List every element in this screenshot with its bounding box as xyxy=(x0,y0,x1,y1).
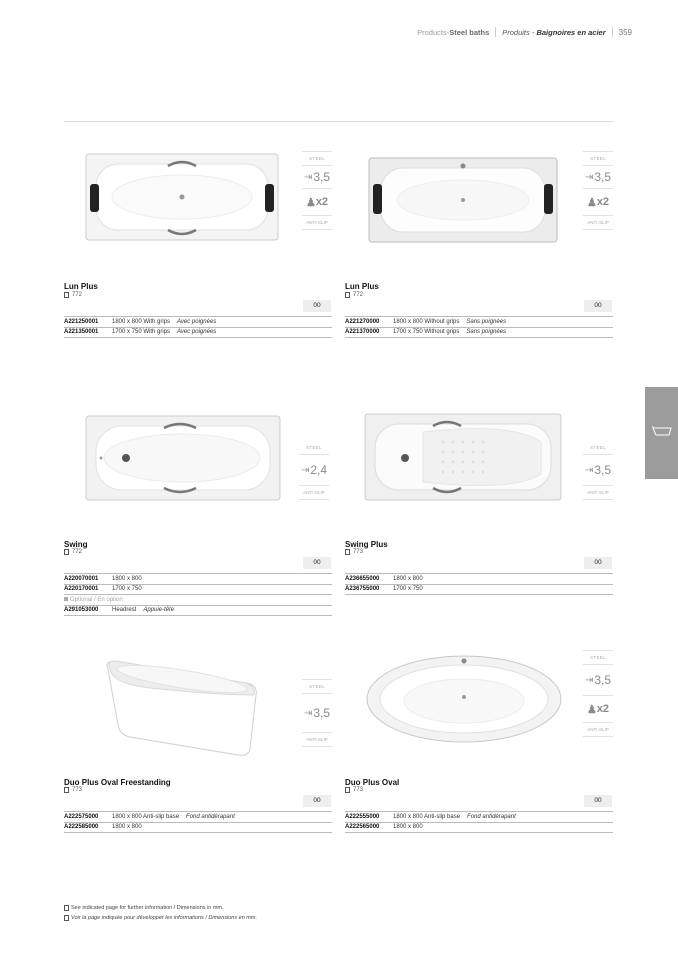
ref-page: 772 xyxy=(72,549,83,555)
thickness-badge xyxy=(581,166,615,188)
product-code: A291053000 xyxy=(64,607,99,614)
description-fr: Avec poignées xyxy=(177,318,217,325)
category-en: Steel baths xyxy=(449,27,490,37)
product-title: Duo Plus Oval xyxy=(345,778,400,787)
thickness-icon: ⇥ xyxy=(303,707,313,719)
ref-page: 773 xyxy=(353,549,364,555)
bathtub-image xyxy=(363,412,563,502)
footnote-fr: Voir la page indiquée pour développer les informations / Dimensions en mm. xyxy=(71,915,257,921)
page-reference[interactable] xyxy=(345,292,363,298)
product-code: A221250001 xyxy=(64,318,99,325)
thickness-icon: ⇥ xyxy=(584,674,594,686)
finish-code: 00 xyxy=(303,795,331,807)
thickness-icon: ⇥ xyxy=(303,171,313,183)
thickness-value: 3,5 xyxy=(313,170,331,184)
ref-page: 772 xyxy=(72,292,83,298)
page-ref-icon xyxy=(64,292,69,298)
thickness-badge xyxy=(300,166,334,188)
steel-label: STEEL xyxy=(590,655,606,660)
description-fr: Sans poignées xyxy=(466,318,507,325)
persons-count: x2 xyxy=(596,196,610,208)
product-codes xyxy=(64,811,332,833)
product-codes xyxy=(345,573,613,595)
bathtub-image xyxy=(84,150,280,244)
product-code: A220170001 xyxy=(64,586,99,593)
person-icon: ♟ xyxy=(586,703,597,716)
table-row xyxy=(345,585,613,596)
persons-count: x2 xyxy=(315,196,329,208)
description: 1800 x 800 xyxy=(112,824,142,831)
section-tab[interactable] xyxy=(645,387,678,479)
page-header xyxy=(417,27,632,37)
page-ref-icon xyxy=(64,915,69,921)
top-rule xyxy=(64,121,614,122)
description: 1800 x 800 With grips xyxy=(112,318,171,325)
thickness-badge xyxy=(581,455,615,485)
anti-slip-label: ANTI-SLIP xyxy=(587,727,609,732)
person-icon: ♟ xyxy=(305,196,316,209)
anti-slip-label: ANTI-SLIP xyxy=(303,490,325,495)
description: 1800 x 800 Without grips xyxy=(393,318,460,325)
description-fr: Fond antidérapant xyxy=(186,813,235,820)
table-row xyxy=(345,823,613,834)
ref-page: 773 xyxy=(72,787,83,793)
optional-square-icon xyxy=(64,597,68,601)
product-title: Swing Plus xyxy=(345,540,388,549)
description: 1800 x 800 xyxy=(393,824,423,831)
finish-code: 00 xyxy=(584,557,612,569)
anti-slip-label: ANTI-SLIP xyxy=(306,220,328,225)
product-code: A221370000 xyxy=(345,329,380,336)
product-codes xyxy=(64,573,332,616)
product-code: A221350001 xyxy=(64,329,99,336)
page-ref-icon xyxy=(345,549,350,555)
table-row xyxy=(64,316,332,328)
footnote xyxy=(64,903,257,923)
finish-code: 00 xyxy=(303,300,331,312)
page-reference[interactable] xyxy=(64,549,82,555)
product-title: Duo Plus Oval Freestanding xyxy=(64,778,171,787)
thickness-value: 3,5 xyxy=(594,673,612,687)
page-ref-icon xyxy=(345,292,350,298)
finish-code: 00 xyxy=(584,795,612,807)
steel-label: STEEL xyxy=(590,156,606,161)
table-row xyxy=(345,328,613,339)
thickness-badge xyxy=(581,665,615,695)
product-codes xyxy=(345,316,613,338)
thickness-badge xyxy=(300,694,334,732)
description: Headrest xyxy=(112,607,137,614)
optional-label: Optional / En option xyxy=(70,596,123,603)
table-row xyxy=(345,811,613,823)
section-fr: Produits xyxy=(502,27,530,37)
product-code: A222575000 xyxy=(64,813,99,820)
bathtub-image xyxy=(367,156,559,244)
thickness-badge xyxy=(297,455,331,485)
product-code: A220070001 xyxy=(64,575,99,582)
anti-slip-label: ANTI-SLIP xyxy=(306,737,328,742)
table-row xyxy=(64,811,332,823)
person-icon: ♟ xyxy=(586,196,597,209)
description-fr: Appuie-tête xyxy=(143,607,175,614)
spec-badges xyxy=(581,650,615,737)
product-codes xyxy=(345,811,613,833)
dash: - xyxy=(446,27,450,37)
product-codes xyxy=(64,316,332,338)
description-fr: Avec poignées xyxy=(177,329,217,336)
anti-slip-label: ANTI-SLIP xyxy=(587,490,609,495)
spec-badges xyxy=(581,441,615,500)
thickness-icon: ⇥ xyxy=(584,171,594,183)
two-persons-badge xyxy=(581,189,615,215)
description: 1800 x 800 xyxy=(393,575,423,582)
table-row xyxy=(64,606,332,617)
description: 1700 x 750 xyxy=(112,586,142,593)
product-code: A222555000 xyxy=(345,813,380,820)
thickness-value: 3,5 xyxy=(594,463,612,477)
steel-label: STEEL xyxy=(309,156,325,161)
footnote-en-line xyxy=(64,903,257,913)
spec-badges xyxy=(300,151,334,230)
steel-label: STEEL xyxy=(306,445,322,450)
footnote-fr-line xyxy=(64,913,257,923)
persons-count: x2 xyxy=(596,703,610,715)
thickness-value: 2,4 xyxy=(310,463,328,477)
bathtub-image xyxy=(100,655,262,759)
product-title: Swing xyxy=(64,540,88,549)
page-ref-icon xyxy=(64,787,69,793)
finish-code: 00 xyxy=(303,557,331,569)
footnote-en: See indicated page for further information / Dimensions in mm. xyxy=(71,905,224,911)
category-fr: Baignoires en acier xyxy=(536,27,606,37)
table-row xyxy=(345,316,613,328)
thickness-icon: ⇥ xyxy=(584,464,594,476)
bathtub-icon xyxy=(652,425,672,437)
description-fr: Fond antidérapant xyxy=(467,813,516,820)
description: 1700 x 750 Without grips xyxy=(393,329,460,336)
table-row xyxy=(64,585,332,596)
header-fr xyxy=(502,28,605,37)
finish-code: 00 xyxy=(584,300,612,312)
divider xyxy=(495,27,496,37)
page-reference[interactable] xyxy=(345,549,363,555)
table-row xyxy=(64,573,332,585)
divider xyxy=(612,27,613,37)
anti-slip-label: ANTI-SLIP xyxy=(587,220,609,225)
ref-page: 772 xyxy=(353,292,364,298)
spec-badges xyxy=(581,151,615,230)
description: 1700 x 750 With grips xyxy=(112,329,171,336)
description: 1800 x 800 Anti-slip base xyxy=(393,813,461,820)
page-reference[interactable] xyxy=(64,292,82,298)
steel-label: STEEL xyxy=(590,445,606,450)
description: 1800 x 800 Anti-slip base xyxy=(112,813,180,820)
product-code: A222565000 xyxy=(345,824,380,831)
product-code: A236755000 xyxy=(345,586,380,593)
product-title: Lun Plus xyxy=(345,282,379,291)
page-reference[interactable] xyxy=(345,787,363,793)
spec-badges xyxy=(300,679,334,747)
bathtub-image xyxy=(364,653,564,745)
page-ref-icon xyxy=(64,905,69,911)
thickness-value: 3,5 xyxy=(594,170,612,184)
two-persons-badge xyxy=(300,189,334,215)
steel-label: STEEL xyxy=(309,684,325,689)
page-ref-icon xyxy=(345,787,350,793)
product-code: A221270000 xyxy=(345,318,380,325)
table-row xyxy=(64,328,332,339)
product-title: Lun Plus xyxy=(64,282,98,291)
two-persons-badge xyxy=(581,696,615,722)
ref-page: 773 xyxy=(353,787,364,793)
page-reference[interactable] xyxy=(64,787,82,793)
table-row xyxy=(345,573,613,585)
bathtub-image xyxy=(84,414,282,502)
page-ref-icon xyxy=(64,549,69,555)
section-en: Products xyxy=(417,27,447,37)
description-fr: Sans poignées xyxy=(466,329,507,336)
product-code: A222585000 xyxy=(64,824,99,831)
dash: - xyxy=(529,27,537,37)
spec-badges xyxy=(297,441,331,500)
description: 1800 x 800 xyxy=(112,575,142,582)
product-code: A236655000 xyxy=(345,575,380,582)
optional-header xyxy=(64,595,332,606)
description: 1700 x 750 xyxy=(393,586,423,593)
thickness-icon: ⇥ xyxy=(300,464,310,476)
table-row xyxy=(64,823,332,834)
thickness-value: 3,5 xyxy=(313,706,331,720)
page-number: 359 xyxy=(618,27,632,37)
